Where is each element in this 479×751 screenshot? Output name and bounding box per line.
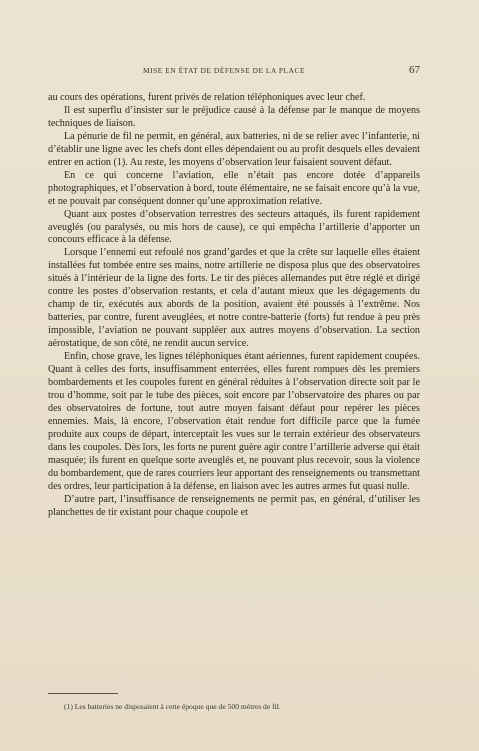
footnote: (1) Les batteries ne disposaient à cette époque que de 500 mètres de fil. <box>64 702 281 711</box>
paragraph: La pénurie de fil ne permit, en général, aux batteries, ni de se relier avec l’infanterie, ni d’établir une ligne avec les chefs dont elles dépendaient ou au profit desquels elles devaient entrer en action (1). Au reste, les moyens d’observation leur faisaient souvent défaut. <box>48 130 420 168</box>
paragraph: Il est superflu d’insister sur le préjudice causé à la défense par le manque de moyens techniques de liaison. <box>48 104 420 129</box>
paragraph: Enfin, chose grave, les lignes téléphoniques étant aériennes, furent rapidement coupées. Quant à celles des forts, insuffisamment enterrées, elles furent rompues dès les premiers bombardements et les coupoles furent en général réduites à l’observation directe soit par le trou d’homme, soit par le tube des pièces, soit encore par l’observatoire des phares ou par des observatoires de fortune, tout autre moyen faisant défaut pour repérer les pièces ennemies. Mais, là encore, l’observation était rendue fort difficile parce que la fumée produite aux coups de départ, interceptait les vues sur le terrain extérieur des observateurs dans les coupoles. Dès lors, les forts ne purent guère agir contre l’artillerie adverse qui était masquée; ils furent en quelque sorte aveuglés et, ne pouvant plus recevoir, sous la violence du bombardement, que de rares courriers leur apportant des renseignements ou transmettant des ordres, leur participation à la défense, en liaison avec les autres armes fut quasi nulle. <box>48 351 420 492</box>
page-number: 67 <box>409 64 420 76</box>
paragraph: D’autre part, l’insuffisance de renseignements ne permit pas, en général, d’utiliser les planchettes de tir existant pour chaque coupole et <box>48 493 420 518</box>
running-title: MISE EN ÉTAT DE DÉFENSE DE LA PLACE <box>143 66 306 75</box>
body-text <box>48 92 420 519</box>
paragraph: au cours des opérations, furent privés de relation téléphoniques avec leur chef. <box>48 92 366 103</box>
footnote-rule <box>48 693 118 694</box>
paragraph: Quant aux postes d’observation terrestres des secteurs attaqués, ils furent rapidement aveuglés (ou paralysés, ou mis hors de cause), ce qui empêcha l’artillerie d’apporter un concours efficace à la défense. <box>48 208 420 246</box>
paragraph: En ce qui concerne l’aviation, elle n’était pas encore dotée d’appareils photographiques, et l’observation à bord, toute élémentaire, ne se faisait encore qu’à la vue, et ne pouvait par conséquent donner qu’une approximation relative. <box>48 169 420 207</box>
page-header <box>48 66 420 80</box>
paragraph: Lorsque l’ennemi eut refoulé nos grand’gardes et que la crête sur laquelle elles étaient installées fut tombée entre ses mains, notre artillerie ne disposa plus que des observatoires situés à l’intérieur de la ligne des forts. Le tir des pièces allemandes put être réglé et dirigé contre les postes d’observation restants, et cela d’autant mieux que les dégagements du champ de tir, exécutés aux abords de la position, avaient été poussés à l’extrême. Nos batteries, par contre, furent aveuglées, et notre contre-batterie (forts) fut rendue à peu près impossible, l’aviation ne pouvant suppléer aux autres moyens d’observation. La section aérostatique, de son côté, ne rendit aucun service. <box>48 247 420 350</box>
